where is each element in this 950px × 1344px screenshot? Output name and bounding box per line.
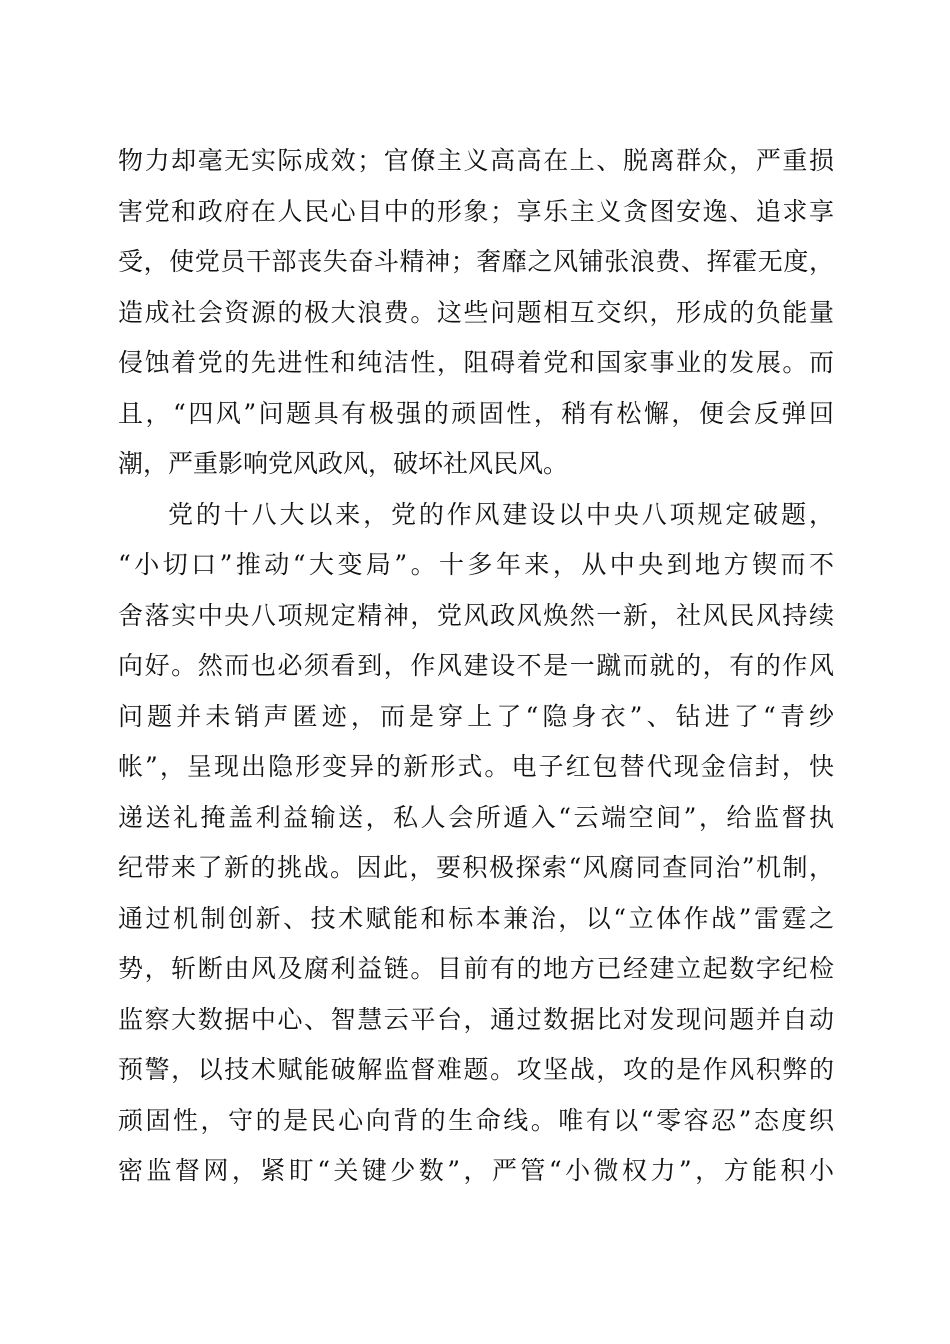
text-line: 密监督网，紧盯“关键少数”，严管“小微权力”，方能积小 bbox=[118, 1156, 834, 1185]
text-line: 向好。然而也必须看到，作风建设不是一蹴而就的，有的作风 bbox=[118, 651, 834, 680]
paragraph-1 bbox=[118, 136, 834, 490]
text-line: 害党和政府在人民心目中的形象；享乐主义贪图安逸、追求享 bbox=[118, 196, 834, 226]
text-line: 递送礼掩盖利益输送，私人会所遁入“云端空间”，给监督执 bbox=[118, 802, 834, 832]
paragraph-2 bbox=[118, 490, 834, 1197]
text-line: 通过机制创新、技术赋能和标本兼治，以“立体作战”雷霆之 bbox=[118, 903, 834, 933]
text-line: 潮，严重影响党风政风，破坏社风民风。 bbox=[118, 449, 569, 478]
text-line: 物力却毫无实际成效；官僚主义高高在上、脱离群众，严重损 bbox=[118, 146, 834, 175]
text-line: 问题并未销声匿迹，而是穿上了“隐身衣”、钻进了“青纱 bbox=[118, 701, 834, 731]
text-line: 且，“四风”问题具有极强的顽固性，稍有松懈，便会反弹回 bbox=[118, 398, 834, 428]
text-line: 造成社会资源的极大浪费。这些问题相互交织，形成的负能量 bbox=[118, 297, 834, 327]
text-line: 帐”，呈现出隐形变异的新形式。电子红包替代现金信封，快 bbox=[118, 752, 834, 781]
text-line: “小切口”推动“大变局”。十多年来，从中央到地方锲而不 bbox=[118, 550, 834, 579]
text-line: 顽固性，守的是民心向背的生命线。唯有以“零容忍”态度织 bbox=[118, 1105, 834, 1135]
text-line: 党的十八大以来，党的作风建设以中央八项规定破题， bbox=[168, 499, 834, 529]
text-line: 侵蚀着党的先进性和纯洁性，阻碍着党和国家事业的发展。而 bbox=[118, 348, 834, 377]
text-line: 舍落实中央八项规定精神，党风政风焕然一新，社风民风持续 bbox=[118, 600, 834, 630]
text-line: 受，使党员干部丧失奋斗精神；奢靡之风铺张浪费、挥霍无度， bbox=[118, 247, 834, 276]
text-line: 势，斩断由风及腐利益链。目前有的地方已经建立起数字纪检 bbox=[118, 954, 834, 983]
text-line: 监察大数据中心、智慧云平台，通过数据比对发现问题并自动 bbox=[118, 1004, 834, 1034]
text-line: 纪带来了新的挑战。因此，要积极探索“风腐同查同治”机制， bbox=[118, 853, 834, 882]
document-body bbox=[118, 136, 834, 1197]
text-line: 预警，以技术赋能破解监督难题。攻坚战，攻的是作风积弊的 bbox=[118, 1055, 834, 1084]
